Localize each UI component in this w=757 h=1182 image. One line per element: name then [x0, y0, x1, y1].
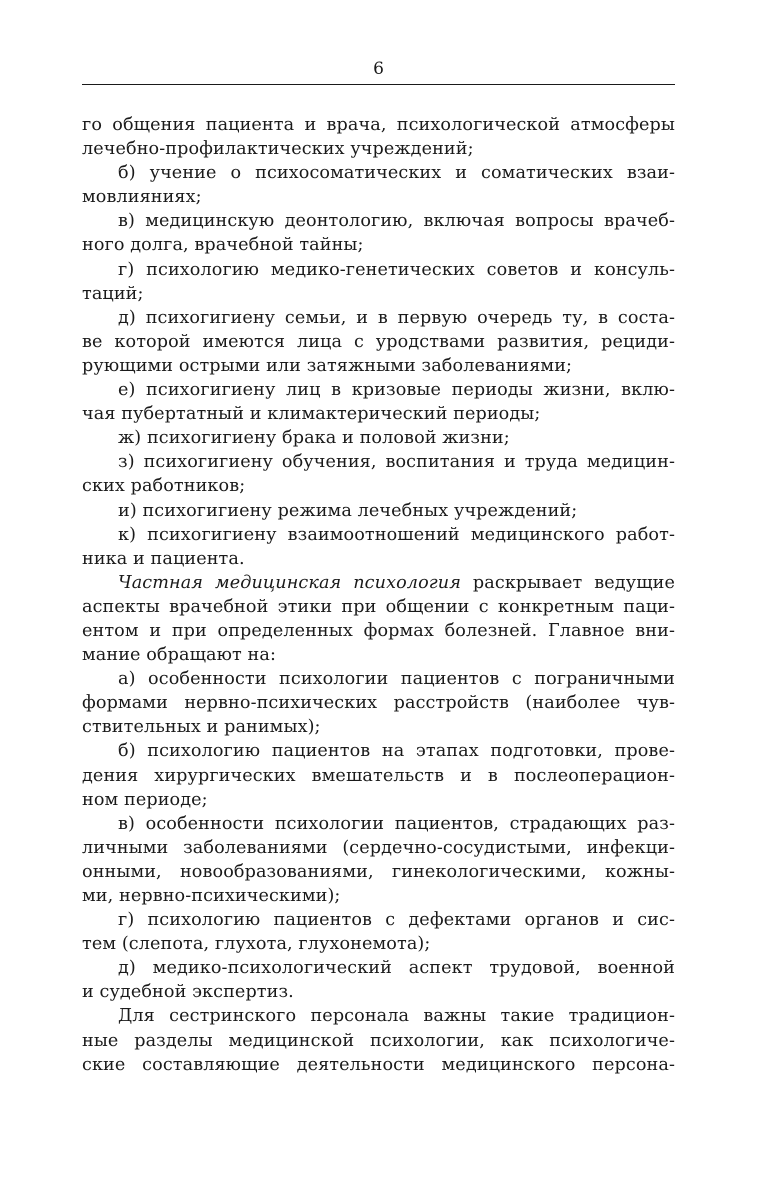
text-line: формами нервно-психических расстройств (наиболее чув-: [82, 693, 675, 714]
text-line: онными, новообразованиями, гинекологическими, кожны-: [82, 861, 675, 882]
text-line: мовлияниях;: [82, 187, 202, 208]
list-item-v2: в) особенности психологии пациентов, страдающих раз-: [118, 813, 675, 834]
text-line: личными заболеваниями (сердечно-сосудистыми, инфекци-: [82, 837, 675, 858]
body-text: [82, 113, 675, 1077]
list-item-d: д) психогигиену семьи, и в первую очередь ту, в соста-: [118, 307, 675, 328]
list-item-g: г) психологию медико-генетических советов и консуль-: [118, 259, 675, 280]
list-item-b2: б) психологию пациентов на этапах подготовки, прове-: [118, 741, 675, 762]
list-item-a: а) особенности психологии пациентов с пограничными: [118, 669, 675, 690]
header-rule: [82, 84, 675, 85]
text-line: ве которой имеются лица с уродствами развития, рециди-: [82, 331, 675, 352]
text-line: мание обращают на:: [82, 645, 276, 666]
text-line: ном периоде;: [82, 789, 208, 810]
text-line: лечебно-профилактических учреждений;: [82, 139, 474, 160]
text-line: ми, нервно-психическими);: [82, 886, 341, 906]
list-item-i: и) психогигиену режима лечебных учреждений;: [118, 500, 578, 521]
text-line: таций;: [82, 283, 144, 304]
list-item-g2: г) психологию пациентов с дефектами органов и сис-: [118, 910, 675, 931]
list-item-e: е) психогигиену лиц в кризовые периоды жизни, вклю-: [118, 380, 675, 401]
text-line: ских работников;: [82, 476, 246, 497]
text-span: раскрывает ведущие: [472, 572, 675, 593]
text-line: го общения пациента и врача, психологической атмосферы: [82, 115, 675, 135]
text-line: ские составляющие деятельности медицинского персона-: [82, 1054, 675, 1075]
list-item-k: к) психогигиену взаимоотношений медицинского работ-: [118, 524, 675, 545]
text-line: дения хирургических вмешательств и в послеоперацион-: [82, 765, 675, 786]
italic-term: Частная медицинская психология: [118, 572, 461, 593]
book-page: [82, 58, 675, 1077]
list-item-d2: д) медико-психологический аспект трудовой, военной: [118, 958, 675, 979]
list-item-v: в) медицинскую деонтологию, включая вопросы врачеб-: [118, 211, 675, 232]
text-line: ника и пациента.: [82, 548, 245, 569]
page-number: 6: [373, 59, 384, 79]
paragraph-start: Для сестринского персонала важны такие традицион-: [118, 1006, 675, 1027]
text-line: тем (слепота, глухота, глухонемота);: [82, 934, 431, 955]
text-line: ного долга, врачебной тайны;: [82, 235, 364, 256]
text-line: чая пубертатный и климактерический периоды;: [82, 404, 541, 425]
text-line: и судебной экспертиз.: [82, 982, 294, 1003]
text-line: ентом и при определенных формах болезней. Главное вни-: [82, 620, 675, 641]
list-item-zh: ж) психогигиену брака и половой жизни;: [118, 428, 510, 449]
text-line: аспекты врачебной этики при общении с конкретным паци-: [82, 596, 675, 617]
paragraph-start: [82, 571, 675, 595]
list-item-b: б) учение о психосоматических и соматических взаи-: [118, 163, 675, 184]
list-item-z: з) психогигиену обучения, воспитания и труда медицин-: [118, 452, 675, 473]
text-line: рующими острыми или затяжными заболеваниями;: [82, 355, 573, 376]
text-line: ствительных и ранимых);: [82, 717, 321, 738]
text-line: ные разделы медицинской психологии, как психологиче-: [82, 1030, 675, 1051]
